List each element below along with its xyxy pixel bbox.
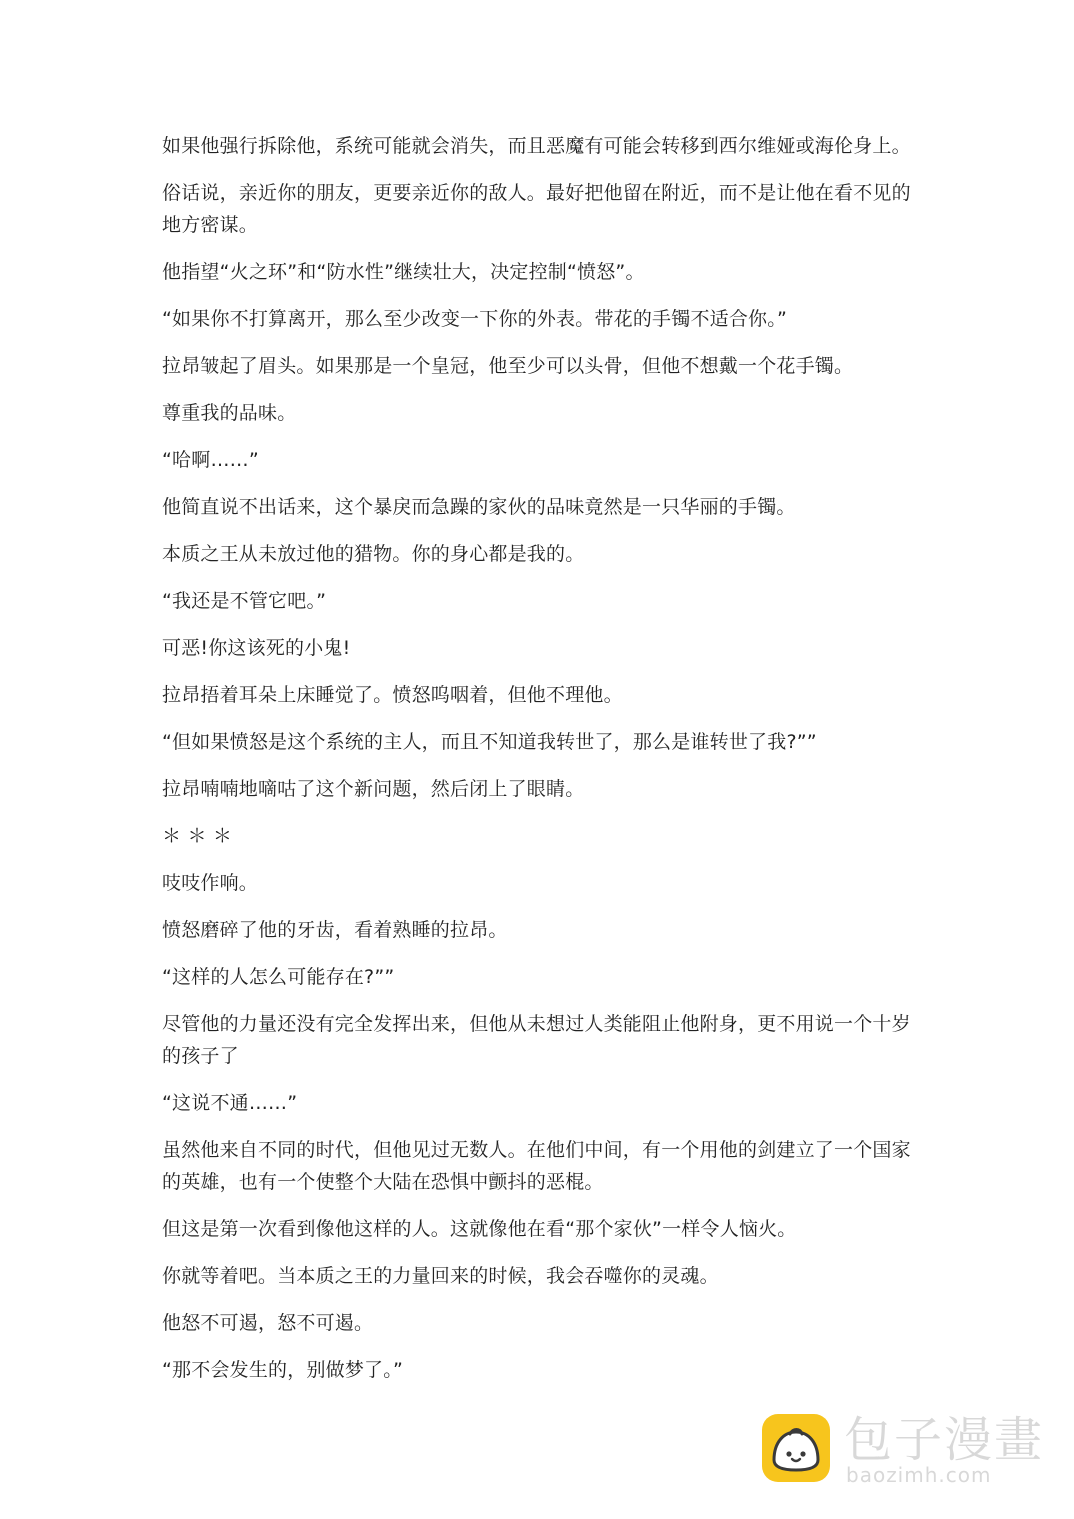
scene-break: ＊ ＊ ＊ (162, 825, 233, 847)
paragraph: 你就等着吧。当本质之王的力量回来的时候，我会吞噬你的灵魂。 (162, 1265, 719, 1287)
paragraph: 他指望“火之环”和“防水性”继续壮大，决定控制“愤怒”。 (162, 261, 645, 283)
bun-face-logo-icon (760, 1412, 832, 1484)
paragraph: 可恶!你这该死的小鬼! (162, 637, 351, 659)
watermark-site-name: 包子漫畫 (844, 1412, 1045, 1468)
paragraph: 本质之王从未放过他的猎物。你的身心都是我的。 (162, 543, 585, 565)
paragraph: 拉昂捂着耳朵上床睡觉了。愤怒呜咽着，但他不理他。 (162, 684, 623, 706)
paragraph: 尽管他的力量还没有完全发挥出来，但他从未想过人类能阻止他附身，更不用说一个十岁的孩子了 (162, 1013, 911, 1067)
site-watermark (760, 1412, 1060, 1492)
paragraph: 吱吱作响。 (162, 872, 259, 894)
paragraph: “这样的人怎么可能存在?”” (162, 966, 395, 988)
paragraph: “但如果愤怒是这个系统的主人，而且不知道我转世了，那么是谁转世了我?”” (162, 731, 817, 753)
paragraph: 虽然他来自不同的时代，但他见过无数人。在他们中间，有一个用他的剑建立了一个国家的英雄，也有一个使整个大陆在恐惧中颤抖的恶棍。 (162, 1139, 911, 1193)
watermark-site-url: baozimh.com (846, 1463, 992, 1487)
paragraph: 但这是第一次看到像他这样的人。这就像他在看“那个家伙”一样令人恼火。 (162, 1218, 797, 1240)
paragraph: 如果他强行拆除他，系统可能就会消失，而且恶魔有可能会转移到西尔维娅或海伦身上。 (162, 135, 911, 157)
paragraph: “我还是不管它吧。” (162, 590, 327, 612)
paragraph: 愤怒磨碎了他的牙齿，看着熟睡的拉昂。 (162, 919, 508, 941)
paragraph: 拉昂喃喃地嘀咕了这个新问题，然后闭上了眼睛。 (162, 778, 585, 800)
paragraph: 他简直说不出话来，这个暴戾而急躁的家伙的品味竟然是一只华丽的手镯。 (162, 496, 796, 518)
paragraph: 他怒不可遏，怒不可遏。 (162, 1312, 374, 1334)
paragraph: 俗话说，亲近你的朋友，更要亲近你的敌人。最好把他留在附近，而不是让他在看不见的地方密谋。 (162, 182, 911, 236)
paragraph: 尊重我的品味。 (162, 402, 297, 424)
paragraph: “那不会发生的，别做梦了。” (162, 1359, 403, 1381)
paragraph: 拉昂皱起了眉头。如果那是一个皇冠，他至少可以头骨，但他不想戴一个花手镯。 (162, 355, 854, 377)
paragraph: “这说不通……” (162, 1092, 298, 1114)
paragraph: “哈啊……” (162, 449, 259, 471)
chapter-text (162, 130, 922, 1401)
paragraph: “如果你不打算离开，那么至少改变一下你的外表。带花的手镯不适合你。” (162, 308, 787, 330)
